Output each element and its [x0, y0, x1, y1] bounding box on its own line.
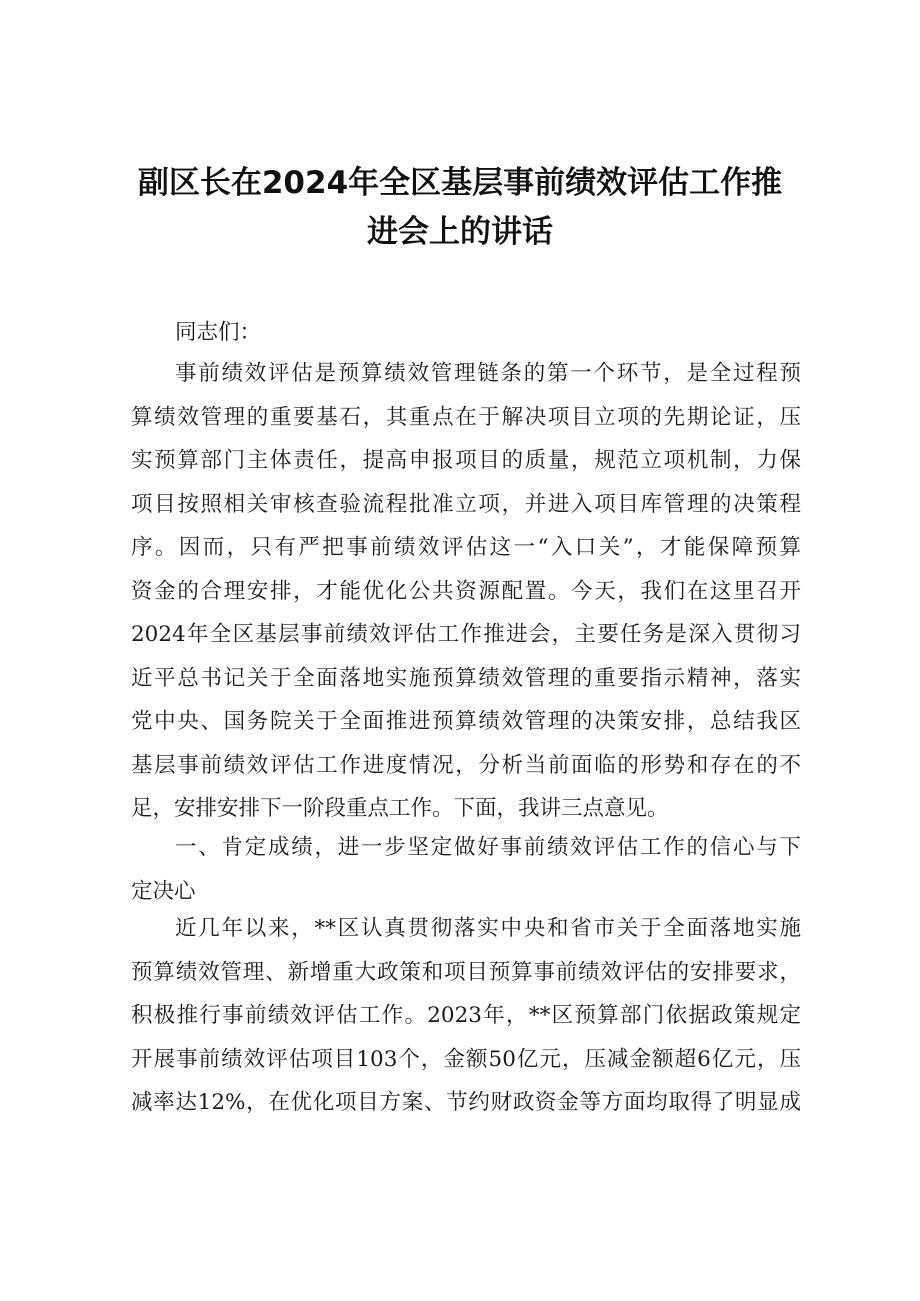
text-line: 2024年全区基层事前绩效评估工作推进会，主要任务是深入贯彻习: [131, 622, 801, 647]
text-line: 算绩效管理的重要基石，其重点在于解决项目立项的先期论证，压: [131, 404, 801, 430]
salutation: [131, 311, 801, 355]
text-line: 减率达12%，在优化项目方案、节约财政资金等方面均取得了明显成: [131, 1090, 801, 1115]
text-line: 近几年以来，**区认真贯彻落实中央和省市关于全面落地实施: [175, 916, 801, 941]
text-line: 积极推行事前绩效评估工作。2023年，**区预算部门依据政策规定: [131, 1003, 801, 1028]
text-line: 党中央、国务院关于全面推进预算绩效管理的决策安排，总结我区: [131, 709, 801, 734]
text-line: 序。因而，只有严把事前绩效评估这一“入口关”，才能保障预算: [131, 535, 801, 560]
text-line: 实预算部门主体责任，提高申报项目的质量，规范立项机制，力保: [131, 448, 801, 473]
section-heading-1: [131, 826, 801, 913]
document-title-line-2: 进会上的讲话: [367, 214, 553, 250]
heading-line: 一、肯定成绩，进一步坚定做好事前绩效评估工作的信心与下: [175, 835, 801, 860]
salutation-text: 同志们：: [175, 320, 262, 345]
text-line: 事前绩效评估是预算绩效管理链条的第一个环节，是全过程预: [175, 361, 801, 386]
text-line: 近平总书记关于全面落地实施预算绩效管理的重要指示精神，落实: [131, 665, 801, 691]
paragraph-intro: [131, 352, 801, 831]
text-line: 资金的合理安排，才能优化公共资源配置。今天，我们在这里召开: [131, 578, 801, 604]
text-line: 开展事前绩效评估项目103个，金额50亿元，压减金额超6亿元，压: [131, 1046, 801, 1072]
text-line: 项目按照相关审核查验流程批准立项，并进入项目库管理的决策程: [131, 491, 801, 517]
text-line: 足，安排安排下一阶段重点工作。下面，我讲三点意见。: [131, 796, 669, 821]
text-line: 预算绩效管理、新增重大政策和项目预算事前绩效评估的安排要求，: [131, 959, 801, 985]
paragraph-achievements: [131, 907, 801, 1125]
text-line: 基层事前绩效评估工作进度情况，分析当前面临的形势和存在的不: [131, 752, 801, 778]
document-title-line-1: 副区长在2024年全区基层事前绩效评估工作推: [137, 165, 783, 201]
heading-line: 定决心: [131, 878, 196, 904]
